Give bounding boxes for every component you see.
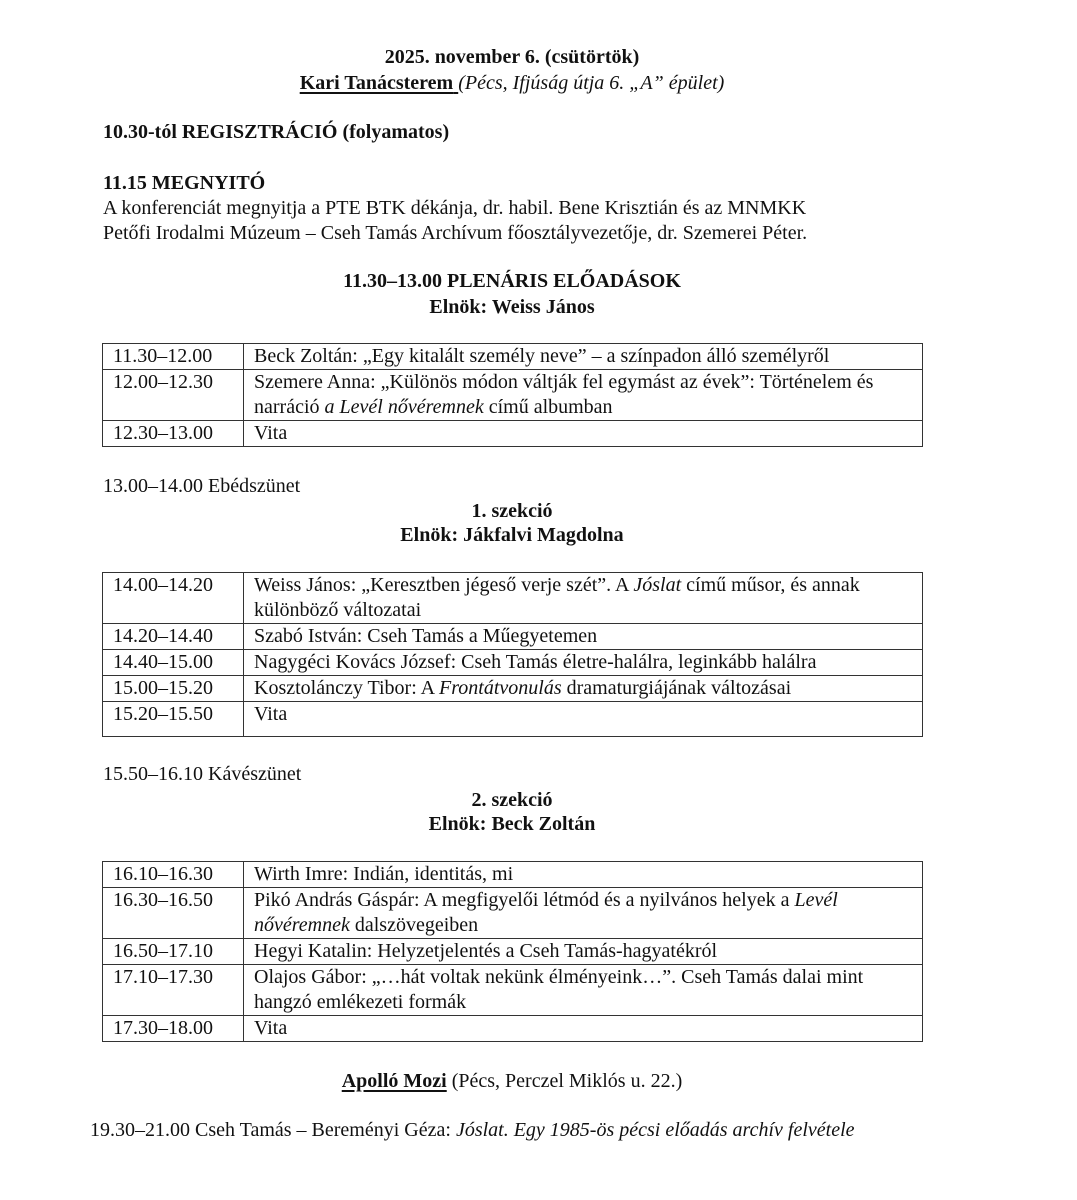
section1-title: 1. szekció (471, 500, 553, 522)
talk-text-italic: a Levél nővéremnek (324, 396, 484, 418)
schedule-talk (244, 650, 923, 676)
schedule-talk (244, 421, 923, 447)
schedule-time: 14.00–14.20 (103, 573, 244, 624)
talk-text: Wirth Imre: Indián, identitás, mi (254, 863, 514, 885)
talk-text-italic: Frontátvonulás (439, 677, 562, 699)
registration: 10.30-tól REGISZTRÁCIÓ (folyamatos) (103, 121, 450, 143)
screening-title: Jóslat. Egy 1985-ös pécsi előadás archív felvétele (455, 1119, 855, 1141)
section2-title: 2. szekció (471, 789, 553, 811)
schedule-row (103, 573, 923, 624)
schedule-row (103, 965, 923, 1016)
schedule-talk (244, 676, 923, 702)
schedule-talk (244, 624, 923, 650)
talk-text: Pikó András Gáspár: A megfigyelői létmód és a nyilvános helyek a (254, 889, 795, 911)
schedule-talk (244, 862, 923, 888)
venue-line (0, 70, 1024, 96)
schedule-row (103, 888, 923, 939)
schedule-time: 16.50–17.10 (103, 939, 244, 965)
talk-text-italic: Levél nővéremnek (254, 889, 838, 936)
venue-address: (Pécs, Ifjúság útja 6. „A” épület) (458, 72, 725, 94)
opening-line-2: Petőfi Irodalmi Múzeum – Cseh Tamás Archívum főosztályvezetője, dr. Szemerei Péter. (103, 222, 808, 244)
talk-text-italic: Jóslat (633, 574, 682, 596)
schedule-time: 17.10–17.30 (103, 965, 244, 1016)
schedule-time: 17.30–18.00 (103, 1016, 244, 1042)
talk-text: című albumban (483, 396, 613, 418)
schedule-time: 15.20–15.50 (103, 702, 244, 737)
schedule-row (103, 624, 923, 650)
section2-chair: Elnök: Beck Zoltán (428, 813, 596, 835)
schedule-talk (244, 965, 923, 1016)
talk-text: Szabó István: Cseh Tamás a Műegyetemen (254, 625, 598, 647)
section1-schedule-table (102, 572, 923, 737)
schedule-talk (244, 1016, 923, 1042)
schedule-talk (244, 888, 923, 939)
schedule-row (103, 421, 923, 447)
plenary-title: 11.30–13.00 PLENÁRIS ELŐADÁSOK (343, 270, 681, 292)
talk-text: dramaturgiájának változásai (561, 677, 792, 699)
schedule-time: 15.00–15.20 (103, 676, 244, 702)
schedule-row (103, 650, 923, 676)
schedule-time: 14.20–14.40 (103, 624, 244, 650)
schedule-row (103, 676, 923, 702)
coffee-break: 15.50–16.10 Kávészünet (103, 763, 302, 785)
section1-chair: Elnök: Jákfalvi Magdolna (400, 524, 624, 546)
talk-text: Hegyi Katalin: Helyzetjelentés a Cseh Tamás-hagyatékról (254, 940, 718, 962)
schedule-talk (244, 573, 923, 624)
schedule-row (103, 1016, 923, 1042)
event-date: 2025. november 6. (csütörtök) (384, 46, 640, 68)
evening-venue-line (0, 1068, 1024, 1094)
section2-schedule-table (102, 861, 923, 1042)
evening-screening (90, 1117, 855, 1143)
schedule-row (103, 862, 923, 888)
evening-venue-address: (Pécs, Perczel Miklós u. 22.) (446, 1070, 683, 1092)
opening-title: 11.15 MEGNYITÓ (103, 172, 266, 194)
talk-text: Szemere Anna: „Különös módon váltják fel egymást az évek”: Történelem és narráció (254, 371, 874, 418)
evening-venue-name: Apolló Mozi (341, 1070, 447, 1092)
talk-text: Kosztolánczy Tibor: A (254, 677, 440, 699)
schedule-row (103, 939, 923, 965)
schedule-time: 16.30–16.50 (103, 888, 244, 939)
plenary-schedule-table (102, 343, 923, 447)
talk-text: Vita (254, 422, 288, 444)
talk-text: Vita (254, 703, 288, 725)
screening-time-authors: 19.30–21.00 Cseh Tamás – Bereményi Géza: (90, 1119, 456, 1141)
schedule-time: 16.10–16.30 (103, 862, 244, 888)
talk-text: Nagygéci Kovács József: Cseh Tamás életre-halálra, leginkább halálra (254, 651, 817, 673)
lunch-break: 13.00–14.00 Ebédszünet (103, 475, 301, 497)
schedule-talk (244, 370, 923, 421)
schedule-time: 12.30–13.00 (103, 421, 244, 447)
talk-text: Olajos Gábor: „…hát voltak nekünk élményeink…”. Cseh Tamás dalai mint hangzó emlékezeti formák (254, 966, 864, 1013)
talk-text: Beck Zoltán: „Egy kitalált személy neve” – a színpadon álló személyről (254, 345, 830, 367)
talk-text: című műsor, és annak különböző változatai (254, 574, 860, 621)
schedule-talk (244, 939, 923, 965)
talk-text: Weiss János: „Keresztben jégeső verje szét”. A (254, 574, 634, 596)
schedule-row (103, 370, 923, 421)
talk-text: dalszövegeiben (349, 914, 479, 936)
schedule-row (103, 702, 923, 737)
venue-name: Kari Tanácsterem (299, 72, 454, 94)
schedule-time: 11.30–12.00 (103, 344, 244, 370)
schedule-talk (244, 702, 923, 737)
schedule-time: 14.40–15.00 (103, 650, 244, 676)
schedule-time: 12.00–12.30 (103, 370, 244, 421)
schedule-talk (244, 344, 923, 370)
opening-line-1: A konferenciát megnyitja a PTE BTK dékánja, dr. habil. Bene Krisztián és az MNMKK (103, 197, 807, 219)
schedule-row (103, 344, 923, 370)
plenary-chair: Elnök: Weiss János (429, 296, 595, 318)
talk-text: Vita (254, 1017, 288, 1039)
